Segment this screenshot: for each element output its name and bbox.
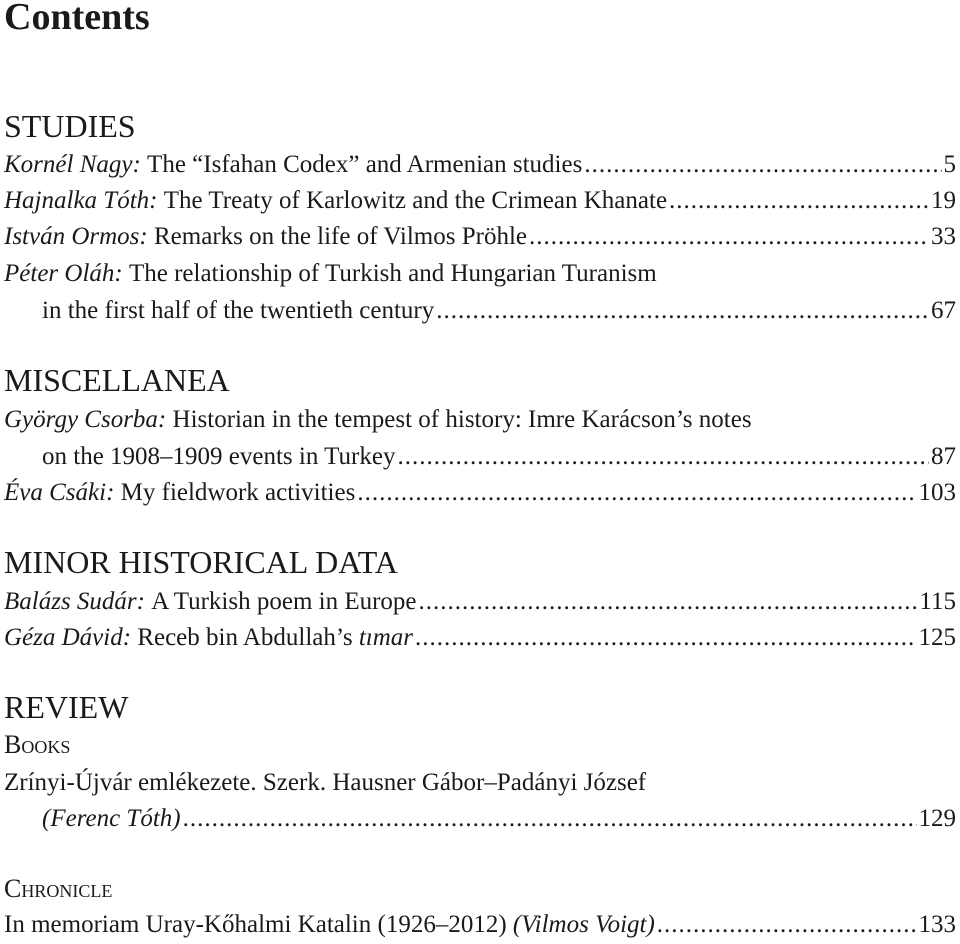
entry-author: Kornél Nagy: [4, 151, 141, 178]
entry-author: György Csorba: [4, 406, 167, 433]
page-title: Contents [4, 0, 150, 38]
toc-entry[interactable] [4, 585, 956, 619]
toc-entry[interactable] [42, 294, 956, 328]
entry-title: In memoriam Uray-Kőhalmi Katalin (1926–2012) [4, 911, 513, 938]
section-heading-minor-historical-data: MINOR HISTORICAL DATA [4, 544, 398, 580]
dot-leader [529, 220, 929, 254]
dot-leader [419, 585, 918, 619]
entry-author: Éva Csáki: [4, 479, 115, 506]
section-heading-studies: STUDIES [4, 108, 136, 144]
toc-entry[interactable] [42, 440, 956, 474]
toc-entry-line[interactable] [4, 403, 956, 437]
toc-entry[interactable] [4, 476, 956, 510]
entry-page-number: 115 [919, 588, 956, 615]
dot-leader [357, 476, 916, 510]
entry-page-number: 125 [918, 624, 956, 651]
section-heading-miscellanea: MISCELLANEA [4, 362, 230, 398]
entry-author: (Vilmos Voigt) [512, 911, 655, 938]
entry-page-number: 87 [931, 443, 956, 470]
dot-leader [657, 908, 917, 942]
entry-page-number: 129 [918, 805, 956, 832]
entry-page-number: 67 [931, 297, 956, 324]
entry-author: Géza Dávid: [4, 624, 132, 651]
dot-leader [669, 184, 929, 218]
entry-title: Historian in the tempest of history: Imre Karácson’s notes [172, 406, 752, 433]
entry-title: The “Isfahan Codex” and Armenian studies [147, 151, 583, 178]
entry-title: Zrínyi-Újvár emlékezete. Szerk. Hausner Gábor–Padányi József [4, 769, 647, 796]
entry-title: Receb bin Abdullah’s [137, 624, 359, 651]
entry-page-number: 19 [931, 187, 956, 214]
toc-entry-line[interactable] [4, 257, 956, 291]
entry-title-continued: in the first half of the twentieth century [42, 297, 435, 324]
entry-title: The relationship of Turkish and Hungarian Turanism [128, 260, 657, 287]
toc-entry[interactable] [4, 220, 956, 254]
entry-title: A Turkish poem in Europe [151, 588, 417, 615]
toc-entry[interactable] [4, 184, 956, 218]
dot-leader [183, 802, 917, 836]
entry-author: István Ormos: [4, 223, 148, 250]
dot-leader [584, 148, 941, 182]
toc-entry[interactable] [4, 908, 956, 942]
toc-entry[interactable] [4, 621, 956, 655]
entry-title: The Treaty of Karlowitz and the Crimean Khanate [163, 187, 668, 214]
entry-title: Remarks on the life of Vilmos Pröhle [154, 223, 527, 250]
subsection-heading-books: Books [4, 730, 71, 759]
entry-page-number: 133 [918, 911, 956, 938]
entry-reviewer: (Ferenc Tóth) [42, 805, 181, 832]
entry-author: Balázs Sudár: [4, 588, 145, 615]
entry-author: Hajnalka Tóth: [4, 187, 158, 214]
section-heading-review: REVIEW [4, 689, 129, 725]
toc-entry[interactable] [42, 802, 956, 836]
section-heading-chronicle: Chronicle [4, 874, 113, 903]
entry-title-continued: on the 1908–1909 events in Turkey [42, 443, 396, 470]
entry-page-number: 103 [918, 479, 956, 506]
dot-leader [415, 621, 917, 655]
entry-title: My fieldwork activities [120, 479, 356, 506]
entry-author: Péter Oláh: [4, 260, 123, 287]
dot-leader [397, 440, 929, 474]
entry-title-italic: tımar [358, 624, 413, 651]
entry-page-number: 5 [943, 151, 956, 178]
toc-entry-line[interactable] [4, 766, 956, 800]
dot-leader [436, 294, 929, 328]
entry-page-number: 33 [931, 223, 956, 250]
toc-entry[interactable] [4, 148, 956, 182]
